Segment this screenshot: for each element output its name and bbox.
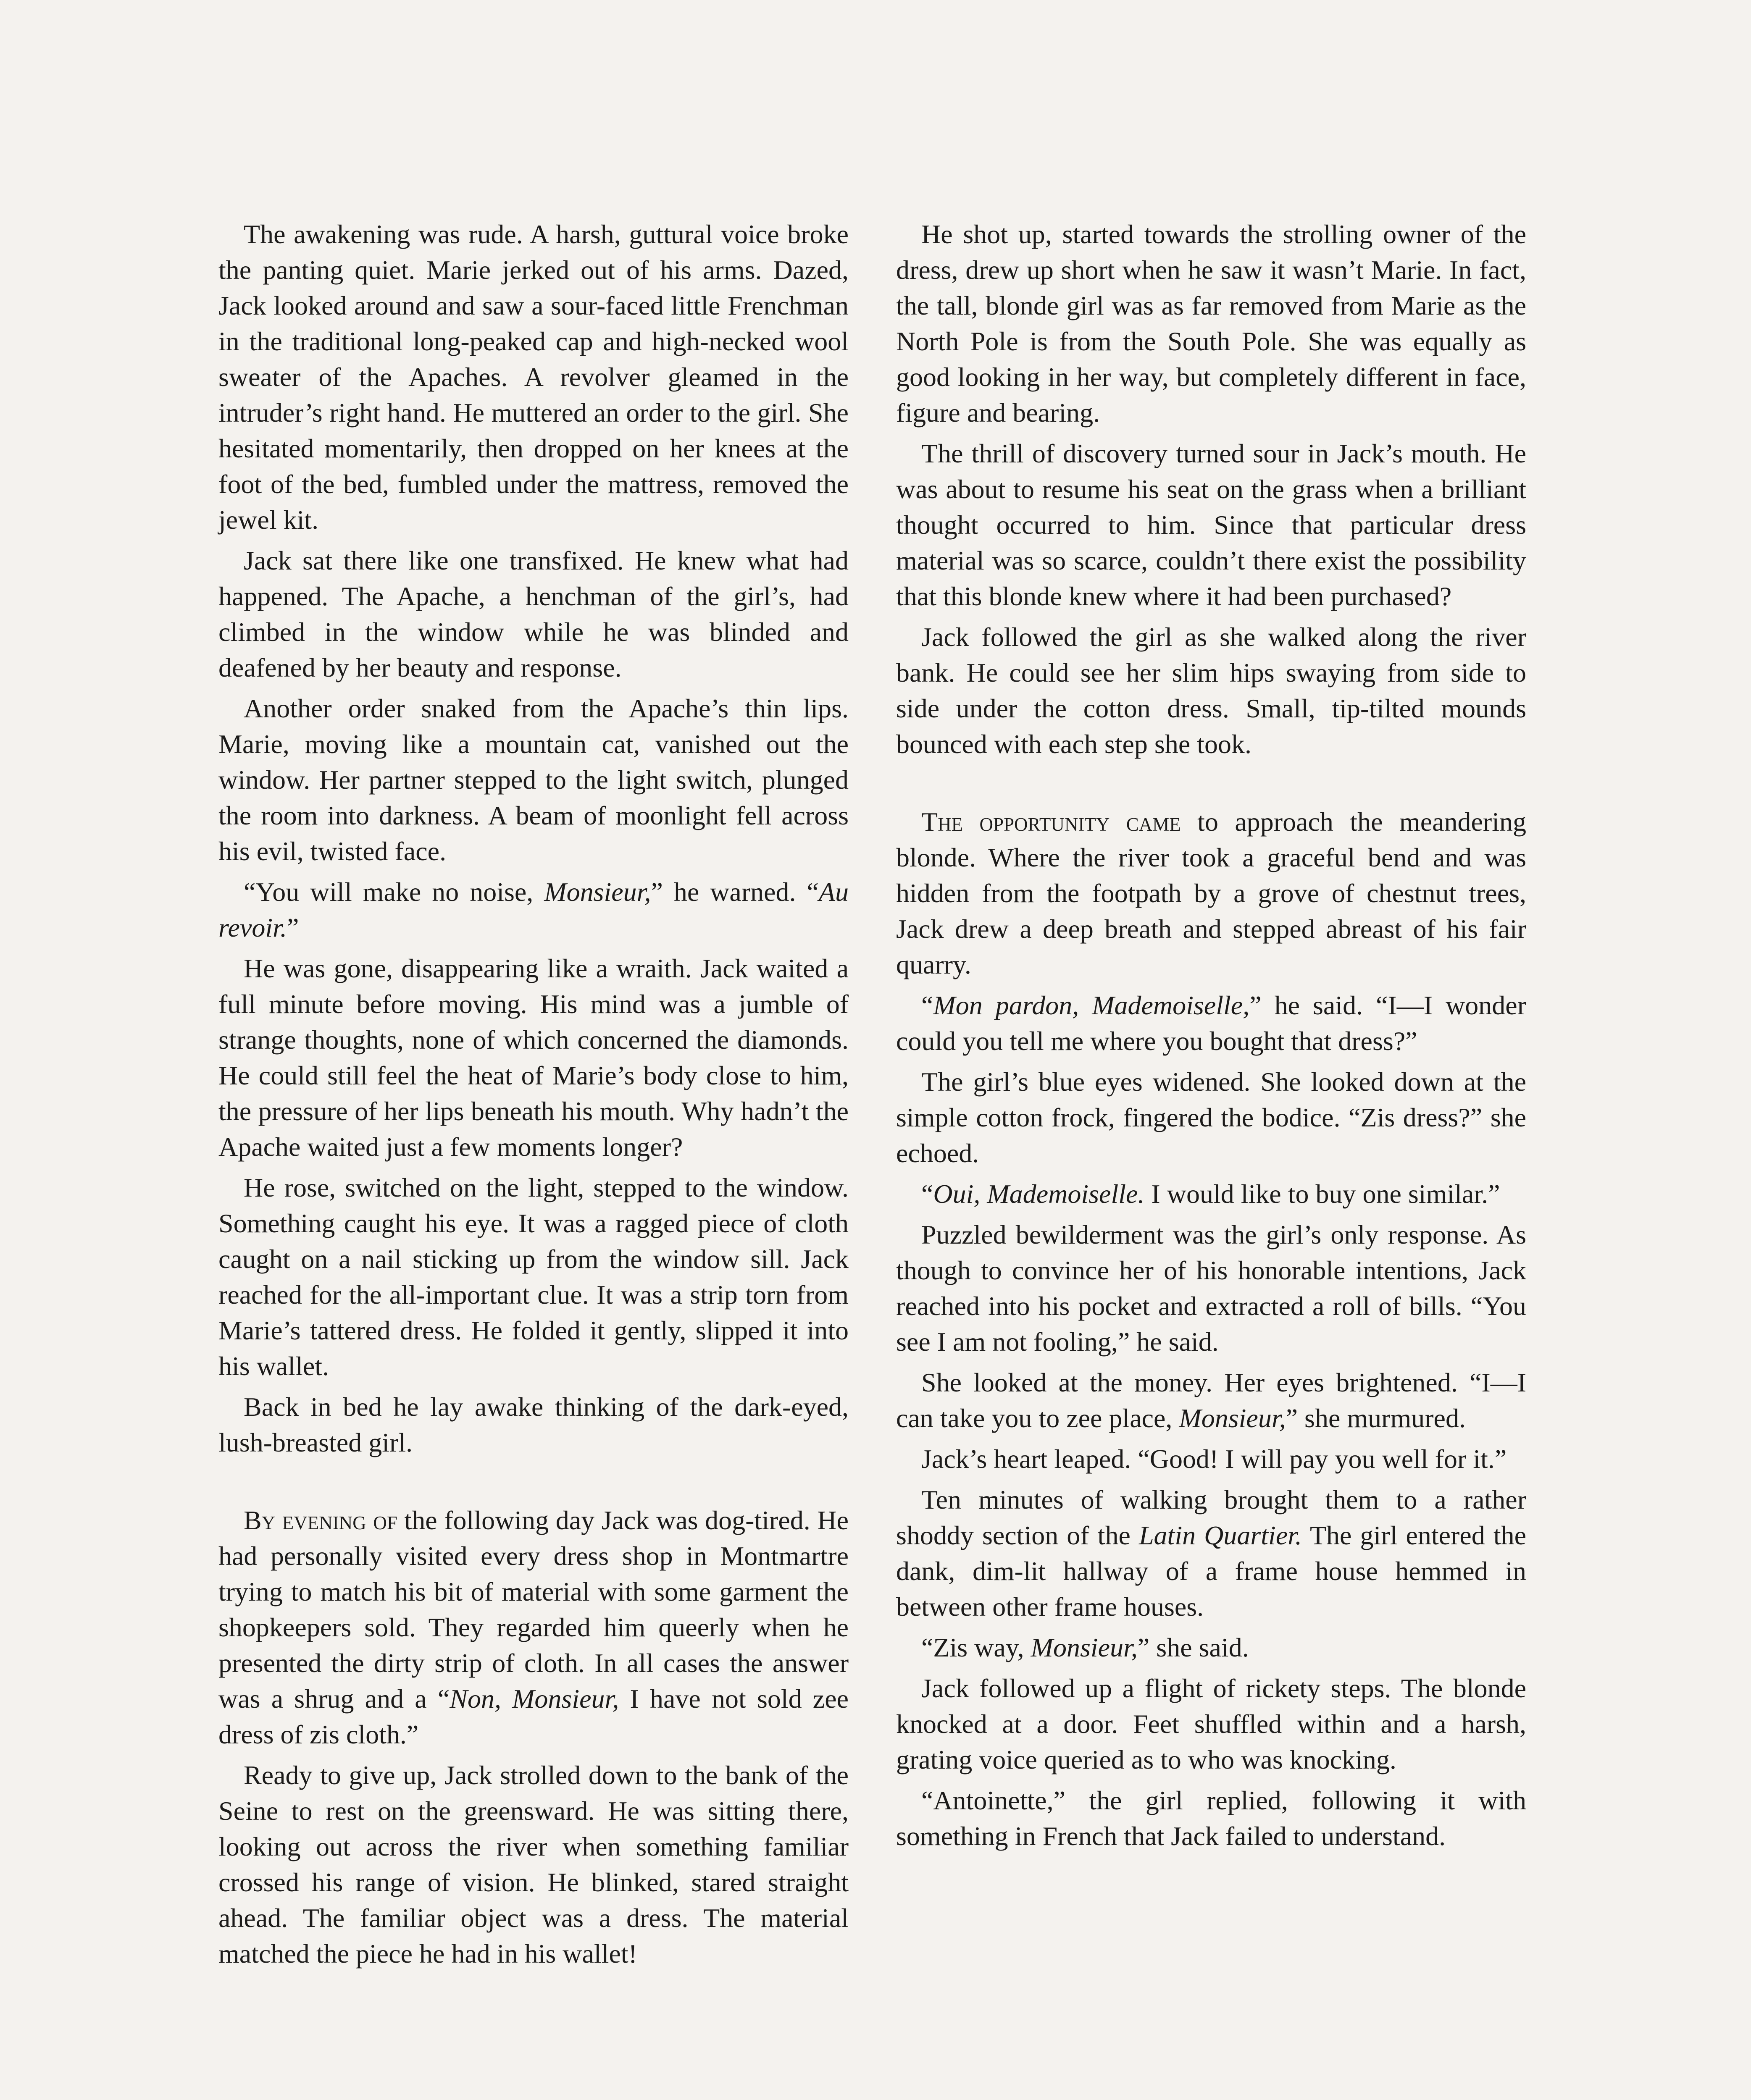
paragraph xyxy=(896,1176,1526,1212)
text-run: ” he warned. “ xyxy=(651,877,819,907)
paragraph: He shot up, started towards the strolling owner of the dress, drew up short when he saw it wasn’t Marie. In fact, the tall, blonde girl was as far removed from Marie as the North Pole is from the South Pole. She was equally as good looking in her way, but completely different in face, figure and bearing. xyxy=(896,219,1526,428)
text-run: “Zis way, xyxy=(921,1633,1031,1662)
paragraph: The thrill of discovery turned sour in Jack’s mouth. He was about to resume his seat on the grass when a brilliant thought occurred to him. Since that particular dress material was so scarce, couldn’t there exist the possibility that this blonde knew where it had been purchased? xyxy=(896,438,1526,611)
paragraph xyxy=(896,1630,1526,1665)
italic-text: Monsieur, xyxy=(1179,1403,1286,1433)
text-run: She looked at the money. Her eyes brightened. “I—I can take you to zee place, xyxy=(896,1368,1526,1433)
paragraph: The awakening was rude. A harsh, guttural voice broke the panting quiet. Marie jerked out of his arms. Dazed, Jack looked around and saw a sour-faced little Frenchman in the traditional long-peaked cap and high-necked wool sweater of the Apaches. A revolver gleamed in the intruder’s right hand. He muttered an order to the girl. She hesitated momentarily, then dropped on her knees at the foot of the bed, fumbled under the mattress, removed the jewel kit. xyxy=(218,219,849,535)
paragraph: Another order snaked from the Apache’s thin lips. Marie, moving like a mountain cat, vanished out the window. Her partner stepped to the light switch, plunged the room into darkness. A beam of moonlight fell across his evil, twisted face. xyxy=(218,693,849,866)
paragraph xyxy=(896,1365,1526,1436)
right-text-column xyxy=(896,216,1526,1859)
italic-text: Non, Monsieur, xyxy=(450,1684,619,1714)
text-run: “ xyxy=(921,1179,933,1209)
text-run: Ten minutes of walking brought them to a rather shoddy section of the xyxy=(896,1485,1526,1550)
text-run: ” he said. “I—I wonder could you tell me where you bought that dress?” xyxy=(896,990,1527,1056)
paragraph: Puzzled bewilderment was the girl’s only response. As though to convince her of his honorable intentions, Jack reached into his pocket and extracted a roll of bills. “You see I am not fooling,” he said. xyxy=(896,1220,1526,1357)
paragraph xyxy=(218,874,849,945)
paragraph xyxy=(896,987,1526,1059)
text-run: “ xyxy=(921,990,933,1020)
paragraph: Jack followed the girl as she walked along the river bank. He could see her slim hips swaying from side to side under the cotton dress. Small, tip-tilted mounds bounced with each step she took. xyxy=(896,622,1526,759)
paragraph: Jack followed up a flight of rickety steps. The blonde knocked at a door. Feet shuffled within and a harsh, grating voice queried as to who was knocking. xyxy=(896,1673,1526,1774)
italic-text: Au revoir. xyxy=(218,877,849,942)
section-break xyxy=(218,1465,849,1502)
text-run: to approach the meandering blonde. Where the river took a graceful bend and was hidden from the footpath by a grove of chestnut trees, Jack drew a deep breath and stepped abreast of his fair quarry. xyxy=(896,807,1527,979)
paragraph: He was gone, disappearing like a wraith. Jack waited a full minute before moving. His mind was a jumble of strange thoughts, none of which concerned the diamonds. He could still feel the heat of Marie’s body close to him, the pressure of her lips beneath his mouth. Why hadn’t the Apache waited just a few moments longer? xyxy=(218,953,849,1162)
paragraph: “Antoinette,” the girl replied, following it with something in French that Jack failed to understand. xyxy=(896,1785,1526,1851)
paragraph: He rose, switched on the light, stepped to the window. Something caught his eye. It was a ragged piece of cloth caught on a nail sticking up from the window sill. Jack reached for the all-important clue. It was a strip torn from Marie’s tattered dress. He folded it gently, slipped it into his wallet. xyxy=(218,1173,849,1381)
lead-in-small-caps: By evening of xyxy=(244,1505,397,1535)
lead-in-small-caps: The opportunity came xyxy=(921,807,1181,837)
text-run: ” xyxy=(287,913,299,942)
left-text-column xyxy=(218,216,849,1977)
section-opening-paragraph xyxy=(896,804,1526,982)
section-opening-paragraph xyxy=(218,1502,849,1752)
italic-text: Oui, Mademoiselle. xyxy=(933,1179,1145,1209)
paragraph: Jack sat there like one transfixed. He knew what had happened. The Apache, a henchman of the girl’s, had climbed in the window while he was blinded and deafened by her beauty and response. xyxy=(218,546,849,682)
text-run: I have not sold zee dress of zis cloth.” xyxy=(218,1684,849,1749)
text-run: ” she said. xyxy=(1137,1633,1249,1662)
paragraph: Ready to give up, Jack strolled down to the bank of the Seine to rest on the greensward. He was sitting there, looking out across the river when something familiar crossed his range of vision. He blinked, stared straight ahead. The familiar object was a dress. The material matched the piece he had in his wallet! xyxy=(218,1760,849,1969)
paragraph: The girl’s blue eyes widened. She looked down at the simple cotton frock, fingered the bodice. “Zis dress?” she echoed. xyxy=(896,1067,1526,1168)
paragraph: Back in bed he lay awake thinking of the dark-eyed, lush-breasted girl. xyxy=(218,1392,849,1457)
italic-text: Mon pardon, Mademoiselle, xyxy=(933,990,1250,1020)
italic-text: Latin Quartier. xyxy=(1138,1520,1302,1550)
text-run: ” she murmured. xyxy=(1286,1403,1466,1433)
italic-text: Monsieur, xyxy=(1031,1633,1138,1662)
italic-text: Monsieur, xyxy=(544,877,651,907)
text-run: “You will make no noise, xyxy=(244,877,544,907)
paragraph: Jack’s heart leaped. “Good! I will pay you well for it.” xyxy=(921,1444,1507,1474)
text-run: The girl entered the dank, dim-lit hallway of a frame house hemmed in between other frame houses. xyxy=(896,1520,1527,1622)
paragraph xyxy=(896,1482,1526,1625)
text-run: I would like to buy one similar.” xyxy=(1144,1179,1500,1209)
section-break xyxy=(896,767,1526,804)
text-run: the following day Jack was dog-tired. He had personally visited every dress shop in Montmartre trying to match his bit of material with some garment the shopkeepers sold. They regarded him queerly when he presented the dirty strip of cloth. In all cases the answer was a shrug and a “ xyxy=(218,1505,849,1714)
